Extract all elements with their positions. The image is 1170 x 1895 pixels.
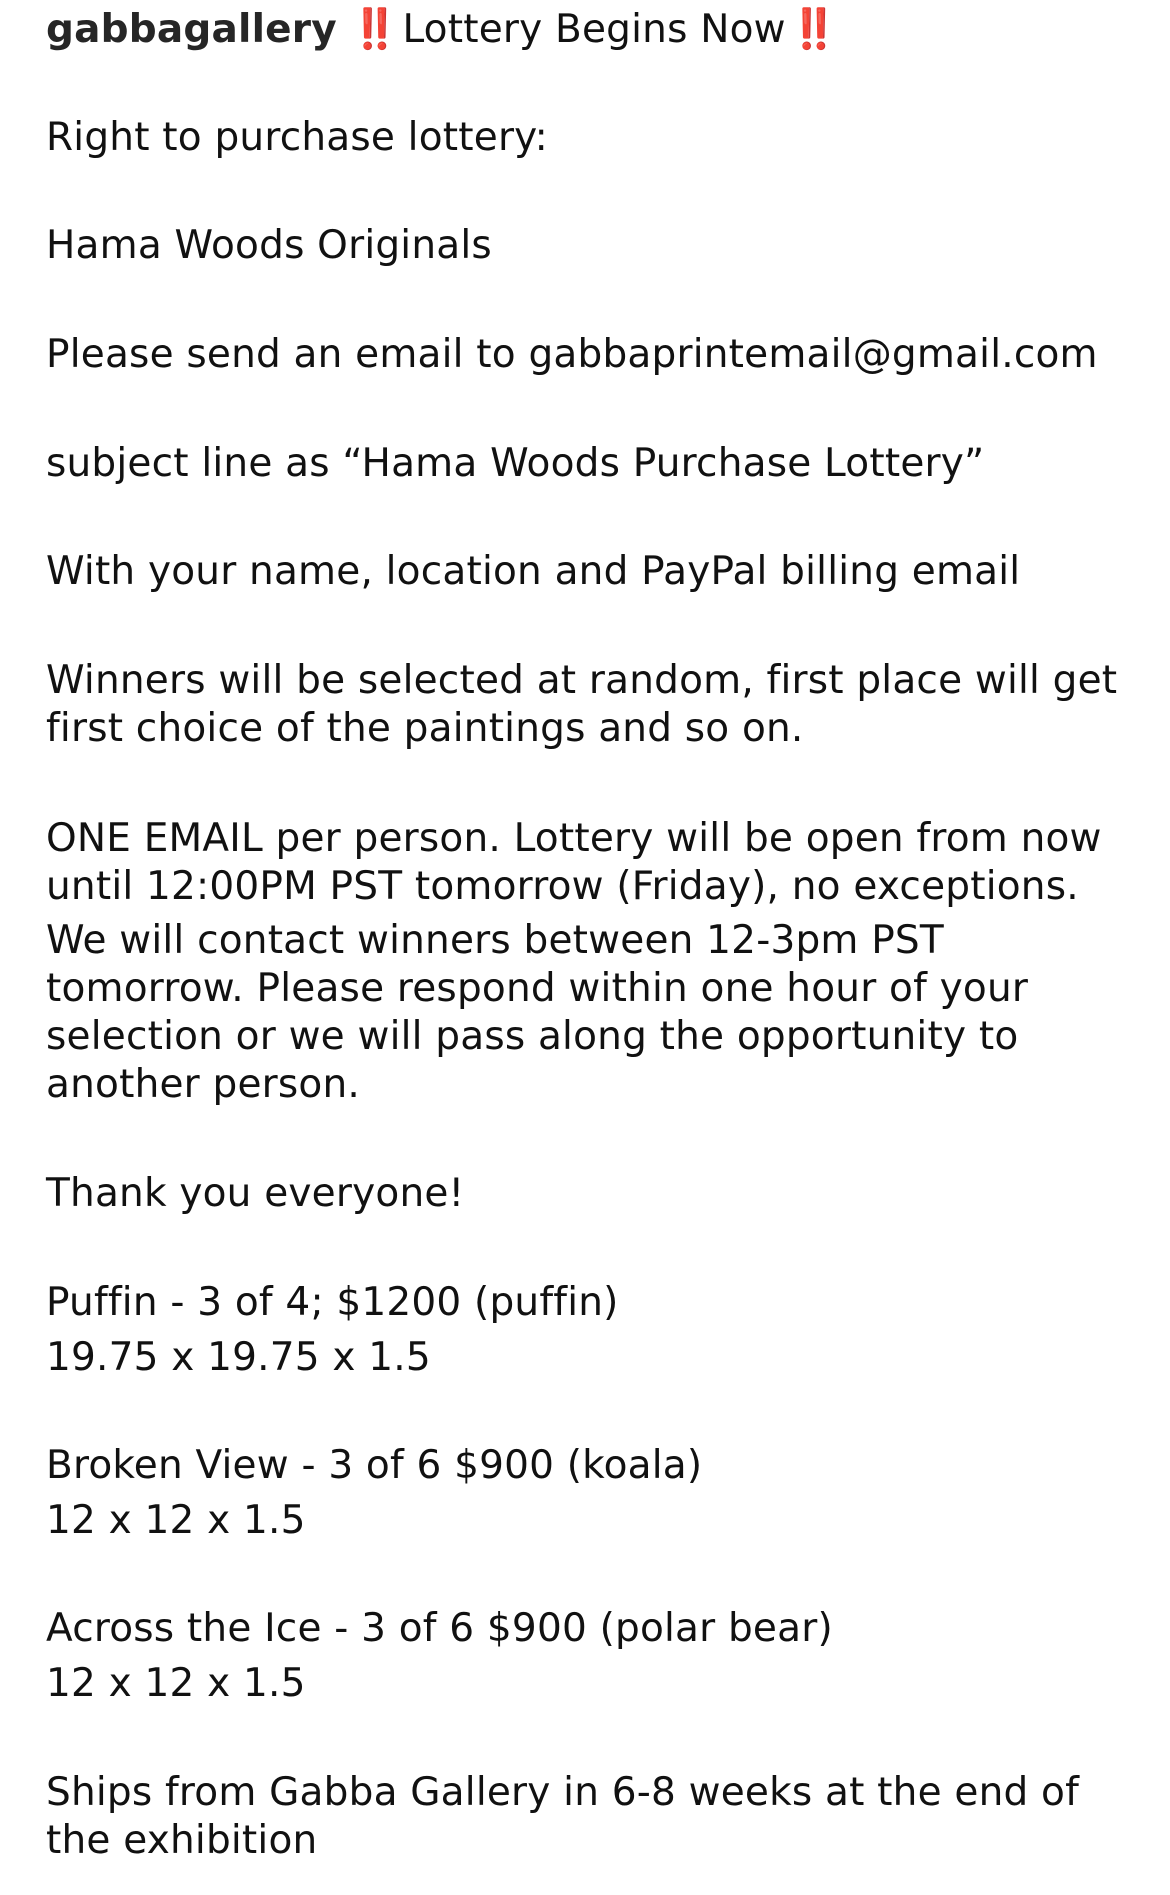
caption-line: We will contact winners between 12-3pm PST [46,918,944,963]
caption-line: first choice of the paintings and so on. [46,706,804,751]
artwork-size-line: 12 x 12 x 1.5 [46,1498,306,1543]
caption-line: Winners will be selected at random, first place will get [46,658,1118,703]
caption-line: another person. [46,1062,360,1107]
caption-line: With your name, location and PayPal billing email [46,549,1021,594]
artwork-size-line: 12 x 12 x 1.5 [46,1661,306,1706]
caption-header [46,6,835,54]
caption-line: tomorrow. Please respond within one hour of your [46,966,1029,1011]
caption-line: ONE EMAIL per person. Lottery will be open from now [46,816,1102,861]
caption-line: Right to purchase lottery: [46,115,548,160]
double-exclamation-icon: ‼️ [789,7,836,52]
caption-line: Hama Woods Originals [46,223,492,268]
artwork-title-line: Broken View - 3 of 6 $900 (koala) [46,1443,703,1488]
email-line: Please send an email to gabbaprintemail@gmail.com [46,332,1098,377]
caption-line: Ships from Gabba Gallery in 6-8 weeks at the end of [46,1770,1080,1815]
caption-line: selection or we will pass along the opportunity to [46,1014,1019,1059]
caption-line: the exhibition [46,1818,318,1863]
caption-line: subject line as “Hama Woods Purchase Lottery” [46,441,985,486]
double-exclamation-icon: ‼️ [350,7,397,52]
caption-line: until 12:00PM PST tomorrow (Friday), no exceptions. [46,864,1079,909]
username-link[interactable]: gabbagallery [46,7,337,52]
caption-line: Thank you everyone! [46,1171,465,1216]
artwork-title-line: Puffin - 3 of 4; $1200 (puffin) [46,1280,619,1325]
artwork-title-line: Across the Ice - 3 of 6 $900 (polar bear) [46,1606,833,1651]
artwork-size-line: 19.75 x 19.75 x 1.5 [46,1335,431,1380]
headline-text: Lottery Begins Now [402,7,786,52]
